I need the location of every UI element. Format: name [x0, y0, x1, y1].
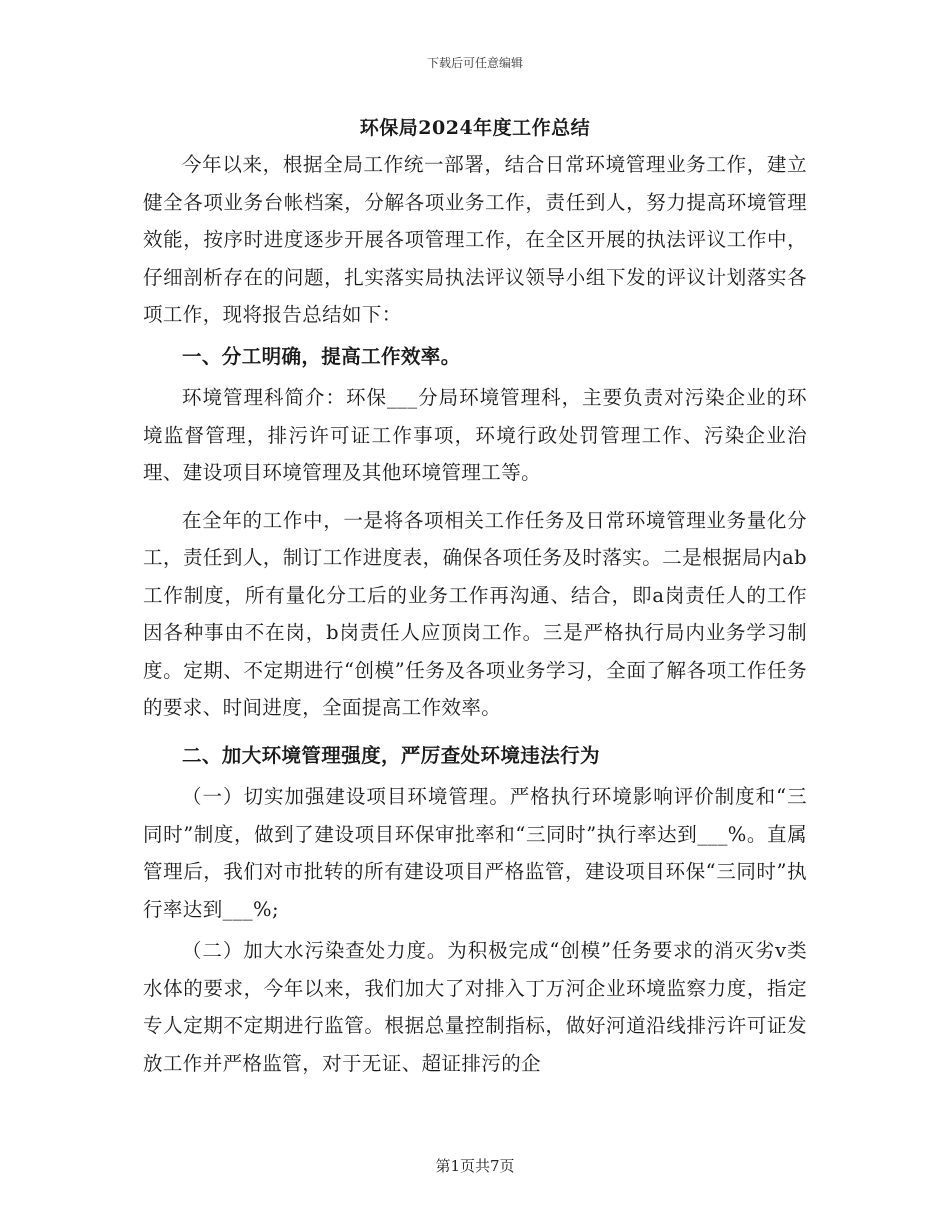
- document-body: [143, 112, 807, 1082]
- page-footer: 第1页共7页: [435, 1157, 515, 1175]
- section-1-paragraph-2: 在全年的工作中，一是将各项相关工作任务及日常环境管理业务量化分工，责任到人，制订工作进度表，确保各项任务及时落实。二是根据局内ab工作制度，所有量化分工后的业务工作再沟通、结合，即a岗责任人的工作因各种事由不在岗，b岗责任人应顶岗工作。三是严格执行局内业务学习制度。定期、不定期进行“创模”任务及各项业务学习，全面了解各项工作任务的要求、时间进度，全面提高工作效率。: [143, 508, 807, 719]
- intro-paragraph: 今年以来，根据全局工作统一部署，结合日常环境管理业务工作，建立健全各项业务台帐档案，分解各项业务工作，责任到人，努力提高环境管理效能，按序时进度逐步开展各项管理工作，在全区开展的执法评议工作中，仔细剖析存在的问题，扎实落实局执法评议领导小组下发的评议计划落实各项工作，现将报告总结如下：: [143, 153, 807, 326]
- page-header: 下载后可任意编辑: [426, 56, 523, 70]
- section-2-heading: 二、加大环境管理强度，严厉查处环境违法行为: [182, 743, 600, 767]
- section-1-paragraph-1: 环境管理科简介：环保___分局环境管理科，主要负责对污染企业的环境监督管理，排污许可证工作事项，环境行政处罚管理工作、污染企业治理、建设项目环境管理及其他环境管理工等。: [143, 386, 807, 484]
- document-title: 环保局2024年度工作总结: [359, 117, 591, 139]
- section-1-heading: 一、分工明确，提高工作效率。: [182, 344, 461, 368]
- section-2-paragraph-1: （一）切实加强建设项目环境管理。严格执行环境影响评价制度和“三同时”制度，做到了建设项目环保审批率和“三同时”执行率达到___%。直属管理后，我们对市批转的所有建设项目严格监管，建设项目环保“三同时”执行率达到___%;: [143, 785, 807, 921]
- section-2-paragraph-2: （二）加大水污染查处力度。为积极完成“创模”任务要求的消灭劣v类水体的要求，今年以来，我们加大了对排入丁万河企业环境监察力度，指定专人定期不定期进行监管。根据总量控制指标，做好河道沿线排污许可证发放工作并严格监管，对于无证、超证排污的企: [143, 939, 807, 1075]
